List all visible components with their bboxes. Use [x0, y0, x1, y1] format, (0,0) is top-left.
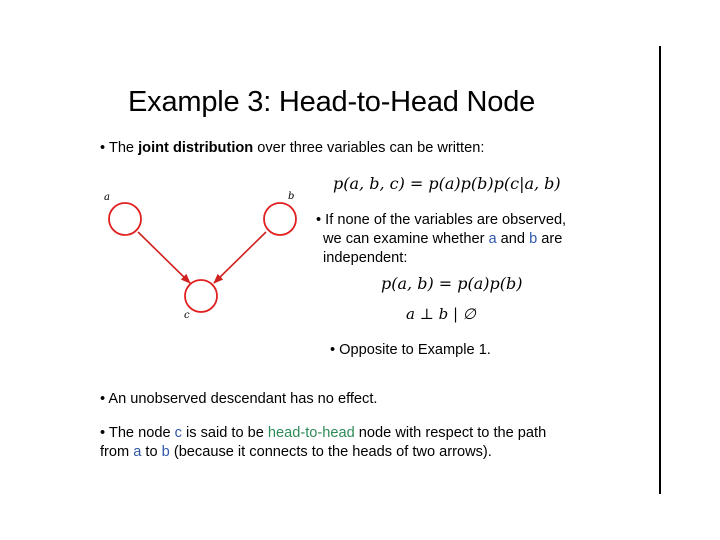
formula-independence: p(a, b) = p(a)p(b)	[381, 274, 523, 293]
node-c	[185, 280, 217, 312]
var-b-2: b	[161, 444, 170, 460]
bullet2-line3: independent:	[323, 250, 408, 266]
bullet2-line2-pre: we can examine whether	[323, 231, 489, 247]
term-head-to-head: head-to-head	[267, 425, 355, 441]
var-a: a	[488, 231, 497, 247]
node-a-label: a	[104, 192, 110, 203]
edge-a-to-c	[138, 232, 190, 283]
bullet5-line2-post: (because it connects to the heads of two arrows).	[169, 444, 492, 460]
bullet5-line2-pre: from	[100, 444, 134, 460]
bullet1-bold: joint distribution	[138, 140, 254, 156]
var-c: c	[174, 425, 182, 441]
bullet1-prefix: • The	[100, 140, 139, 156]
var-a-2: a	[133, 444, 142, 460]
node-c-label: c	[184, 310, 190, 321]
slide-title: Example 3: Head-to-Head Node	[128, 86, 536, 118]
bullet5-mid: is said to be	[181, 425, 268, 441]
bullet2-line2-post: are	[537, 231, 563, 247]
bullet5-pre: • The node	[100, 425, 175, 441]
bullet2-line1: • If none of the variables are observed,	[316, 212, 567, 228]
bullet2-line2	[316, 230, 566, 249]
bullet5-post: node with respect to the path	[354, 425, 547, 441]
var-b: b	[529, 231, 538, 247]
node-b-label: b	[288, 191, 295, 202]
formula-conditional: a ⊥ b | ∅	[406, 305, 476, 323]
bullet5-line2-mid: to	[141, 444, 162, 460]
formula-joint: p(a, b, c) = p(a)p(b)p(c|a, b)	[333, 174, 561, 193]
node-b	[264, 203, 296, 235]
edge-b-to-c	[214, 232, 266, 283]
bullet1-suffix: over three variables can be written:	[253, 140, 485, 156]
node-a	[109, 203, 141, 235]
bullet-head-to-head	[100, 424, 546, 462]
bullet-none-observed	[316, 211, 566, 268]
bullet-unobserved-descendant: • An unobserved descendant has no effect.	[100, 391, 378, 407]
bullet2-line2-mid: and	[496, 231, 530, 247]
bullet5-line2	[100, 443, 546, 462]
bullet-opposite: • Opposite to Example 1.	[330, 342, 491, 358]
bullet5-line1	[100, 424, 546, 443]
